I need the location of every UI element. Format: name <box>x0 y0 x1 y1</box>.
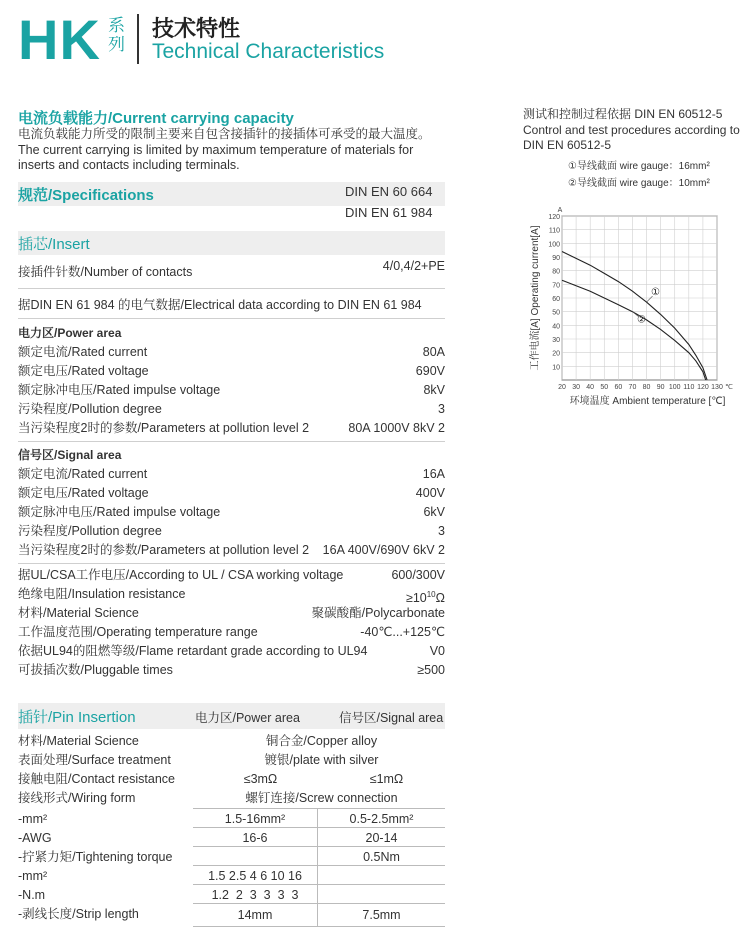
pin-row-wiring: 接线形式/Wiring form 螺钉连接/Screw connection <box>18 791 398 805</box>
legend-item-1: ①导线截面 wire gauge：16mm² <box>568 161 710 172</box>
x-tick-label: 90 <box>656 384 665 391</box>
spec-value-2: DIN EN 61 984 <box>345 205 433 220</box>
y-tick-label: 50 <box>552 309 560 317</box>
electrical-note: 据DIN EN 61 984 的电气数据/Electrical data according to DIN EN 61 984 <box>18 298 422 312</box>
x-tick-label: 80 <box>642 384 651 391</box>
contacts-row <box>18 259 445 282</box>
spec-row: 额定脉冲电压/Rated impulse voltage 6kV <box>18 505 445 519</box>
x-axis-title: 环境温度 Ambient temperature [℃] <box>569 396 726 407</box>
y-tick-label: 40 <box>552 323 560 331</box>
capacity-title: 电流负载能力/Current carrying capacity <box>18 110 294 127</box>
spec-row: 材料/Material Science 聚碳酸酯/Polycarbonate <box>18 606 445 620</box>
y-tick-label: 80 <box>552 268 560 276</box>
y-tick-label: 110 <box>548 227 560 235</box>
pin-table-label: -mm² <box>18 812 48 826</box>
pin-table-cell: 20-14 <box>365 831 398 845</box>
pin-title: 插针/Pin Insertion <box>18 709 136 726</box>
x-tick-label: 60 <box>614 384 623 391</box>
x-tick-label: 20 <box>558 384 566 391</box>
spec-row: 据UL/CSA工作电压/According to UL / CSA working voltage 600/300V <box>18 568 445 582</box>
spec-row: 额定电流/Rated current 80A <box>18 345 445 359</box>
spec-row: 依据UL94的阻燃等级/Flame retardant grade according to UL94 V0 <box>18 644 445 658</box>
spec-row: 额定电压/Rated voltage 400V <box>18 486 445 500</box>
y-tick-label: 120 <box>548 214 560 221</box>
pin-table-label: -N.m <box>18 888 46 902</box>
pin-row-contact: 接触电阻/Contact resistance ≤3mΩ ≤1mΩ <box>18 772 404 786</box>
pin-table-cell: 7.5mm <box>362 908 401 922</box>
pin-table-label: -拧紧力矩/Tightening torque <box>18 850 173 864</box>
y-unit-label: A <box>557 207 563 214</box>
spec-row: 额定电流/Rated current 16A <box>18 467 445 481</box>
page-title-en: Technical Characteristics <box>152 40 385 63</box>
page-title-zh: 技术特性 <box>152 16 241 41</box>
spec-row: 污染程度/Pollution degree 3 <box>18 524 445 538</box>
pin-col-power: 电力区/Power area <box>195 711 300 725</box>
signal-area-title: 信号区/Signal area <box>18 448 122 462</box>
x-tick-label: 50 <box>600 384 609 391</box>
x-unit-label: ℃ <box>725 384 733 391</box>
series-label-1: ① <box>651 287 661 299</box>
chart-note-en: Control and test procedures according to DIN EN 60512-5 <box>523 123 740 152</box>
capacity-desc-en: The current carrying is limited by maximum temperature of materials for inserts and contacts including terminals. <box>18 143 414 172</box>
y-tick-label: 10 <box>552 364 560 372</box>
spec-row: 工作温度范围/Operating temperature range -40℃...+125℃ <box>18 625 445 639</box>
y-tick-label: 100 <box>548 241 560 249</box>
y-tick-label: 20 <box>552 350 560 358</box>
insert-title: 插芯/Insert <box>18 236 90 253</box>
divider <box>18 563 445 564</box>
divider <box>18 288 445 289</box>
y-tick-label: 30 <box>552 337 560 344</box>
spec-row: 当污染程度2时的参数/Parameters at pollution level 2 16A 400V/690V 6kV 2 <box>18 543 445 557</box>
pin-table-cell: 16-6 <box>242 831 268 845</box>
current-temperature-chart <box>505 198 750 413</box>
spec-row: 额定电压/Rated voltage 690V <box>18 364 445 378</box>
pin-table-label: -剥线长度/Strip length <box>18 907 139 921</box>
y-tick-label: 70 <box>552 282 560 290</box>
pin-table-cell: 1.2 2 3 3 3 3 <box>211 888 299 902</box>
x-tick-label: 70 <box>628 384 637 391</box>
x-tick-label: 30 <box>572 384 580 391</box>
x-tick-label: 40 <box>586 384 595 391</box>
x-tick-label: 100 <box>668 384 681 391</box>
pin-table-cell: 14mm <box>237 908 273 922</box>
contacts-label: 接插件针数/Number of contacts <box>18 265 193 279</box>
header-divider <box>137 14 139 64</box>
pin-col-signal: 信号区/Signal area <box>339 711 444 725</box>
power-area-title: 电力区/Power area <box>18 326 122 340</box>
divider <box>18 441 445 442</box>
capacity-desc-zh: 电流负载能力所受的限制主要来自包含接插针的接插体可承受的最大温度。 <box>18 127 431 141</box>
pin-table-cell: 0.5-2.5mm² <box>349 812 414 826</box>
spec-row: 绝缘电阻/Insulation resistance $\ge 10^{10}\Omega$ <box>18 587 445 606</box>
pin-table-cell: 1.5 2.5 4 6 10 16 <box>208 869 302 883</box>
y-tick-label: 60 <box>552 296 560 303</box>
pin-table-label: -mm² <box>18 869 48 883</box>
spec-row: 额定脉冲电压/Rated impulse voltage 8kV <box>18 383 445 397</box>
y-axis-title: 工作电流[A] Operating current[A] <box>530 225 541 371</box>
x-tick-label: 120 <box>697 384 709 391</box>
spec-row: 污染程度/Pollution degree 3 <box>18 402 445 416</box>
pin-wire-table <box>193 808 445 927</box>
legend-item-2: ②导线截面 wire gauge：10mm² <box>568 178 710 189</box>
pin-table-label: -AWG <box>18 831 52 845</box>
spec-value-1: DIN EN 60 664 <box>345 184 433 199</box>
chart-note-zh: 测试和控制过程依据 DIN EN 60512-5 <box>523 107 723 121</box>
x-tick-label: 110 <box>683 384 695 391</box>
pin-row-surface: 表面处理/Surface treatment 镀银/plate with silver <box>18 753 379 767</box>
spec-row: 当污染程度2时的参数/Parameters at pollution level 2 80A 1000V 8kV 2 <box>18 421 445 435</box>
x-tick-label: 130 <box>711 384 723 391</box>
pin-row-material: 材料/Material Science 铜合金/Copper alloy <box>18 734 378 748</box>
contacts-value: 4/0,4/2+PE <box>382 259 445 273</box>
series-label-2: ② <box>636 314 646 326</box>
pin-table-cell: 0.5Nm <box>363 850 400 864</box>
specifications-title: 规范/Specifications <box>18 187 154 204</box>
divider <box>18 318 445 319</box>
spec-row: 可拔插次数/Pluggable times ≥500 <box>18 663 445 677</box>
pin-table-cell: 1.5-16mm² <box>224 812 286 826</box>
brand-logo: HK <box>18 8 101 71</box>
series-label: 系列 <box>108 16 125 54</box>
y-tick-label: 90 <box>552 255 560 262</box>
series-line-2 <box>562 280 706 380</box>
